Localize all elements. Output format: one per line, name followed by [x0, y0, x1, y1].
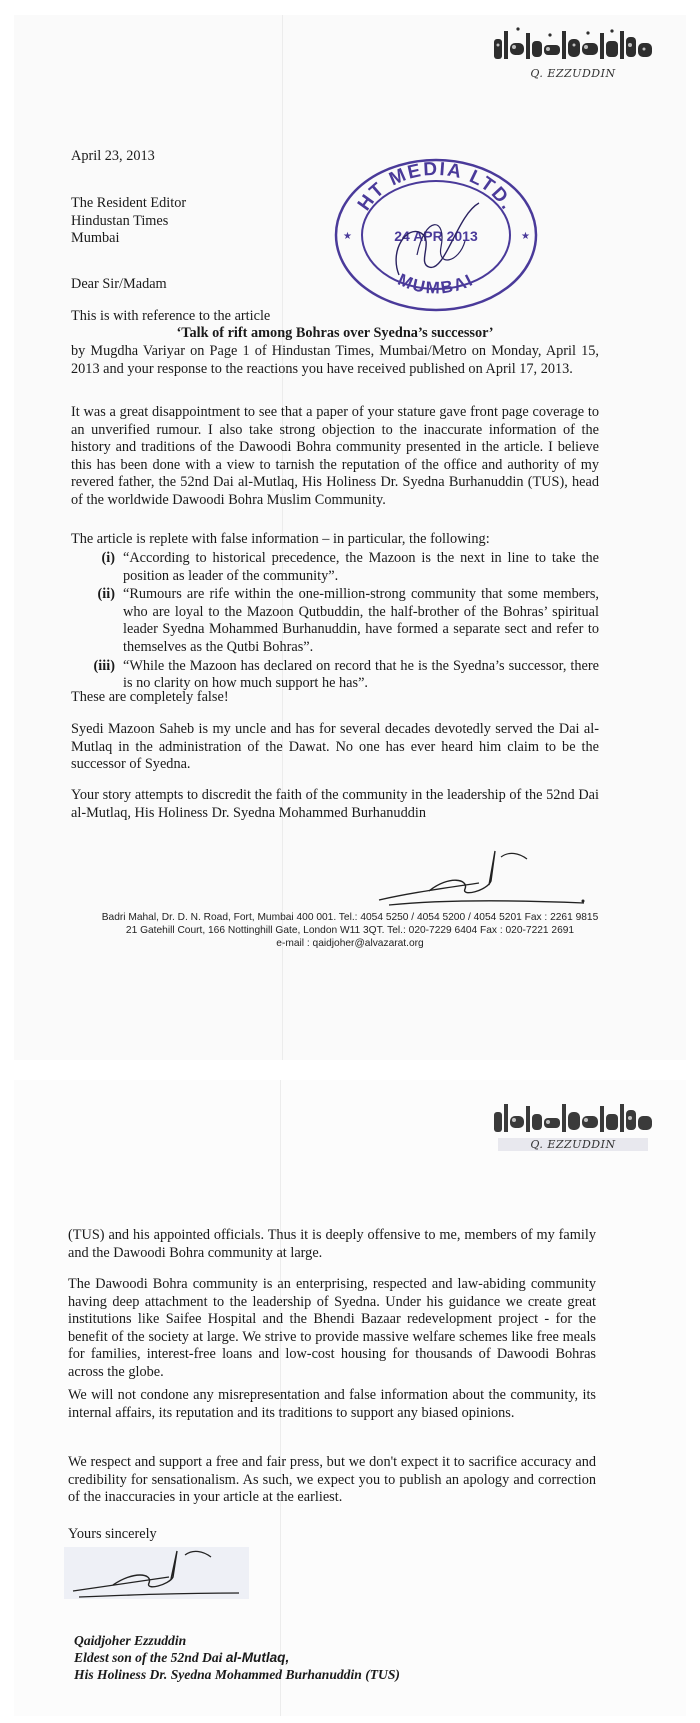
signatory-title-suffix: al-Mutlaq,: [225, 1650, 290, 1665]
paragraph-mazoon: Syedi Mazoon Saheb is my uncle and has for several decades devotedly served the Dai al-Mutlaq in the administration of the Dawat. No one has ever heard him claim to be the successor of Syedna.: [71, 721, 599, 773]
salutation: Dear Sir/Madam: [71, 276, 167, 292]
list-item-number: (ii): [97, 586, 115, 603]
footer-london-address: 21 Gatehill Court, 166 Nottinghill Gate, London W11 3QT. Tel.: 020-7229 6404 Fax : 020-7221 2691: [125, 925, 575, 936]
stamp-bottom-text: MUMBAI: [394, 269, 478, 298]
list-item: [71, 658, 599, 693]
list-item-text: “According to historical precedence, the Mazoon is the next in line to take the position as leader of the community”.: [123, 550, 599, 584]
letterhead-footer: [14, 911, 686, 950]
recipient-address: [71, 195, 599, 248]
paragraph-tus-officials: (TUS) and his appointed officials. Thus it is deeply offensive to me, members of my family and the Dawoodi Bohra community at large.: [68, 1227, 596, 1261]
paragraph-free-press: We respect and support a free and fair press, but we don't expect it to sacrifice accuracy and credibility for sensationalism. As such, we expect you to publish an apology and correction of the inaccuracies in your article at the earliest.: [68, 1454, 596, 1506]
paragraph-disappointment: It was a great disappointment to see that a paper of your stature gave front page coverage to an unverified rumour. I also take strong objection to the inaccurate information of the history and traditions of the Dawoodi Bohra community presented in the article. I believe this has been done with a view to tarnish the reputation of the office and authority of my revered father, the 52nd Dai al-Mutlaq, His Holiness Dr. Syedna Burhanuddin (TUS), head of the worldwide Dawoodi Bohra Muslim Community.: [71, 404, 599, 508]
letter-date: April 23, 2013: [71, 148, 155, 164]
signature-page-1: [369, 845, 599, 917]
letter-page-1: [14, 15, 686, 1060]
letterhead: [488, 1098, 658, 1151]
paragraph-community: The Dawoodi Bohra community is an enterprising, respected and law-abiding community having deep attachment to the leadership of Syedna. Under his guidance we create great institutions like Saifee Hospital and the Bhendi Bazaar redevelopment project - for the benefit of the society at large. We strive to provide massive welfare schemes like free meals for families, interest-free loans and low-cost housing for thousands of Dawoodi Bohras across the globe.: [68, 1276, 596, 1380]
closing: Yours sincerely: [68, 1526, 157, 1542]
stamp-date: 24 APR 2013: [394, 228, 478, 244]
reference-details: by Mugdha Variyar on Page 1 of Hindustan Times, Mumbai/Metro on Monday, April 15, 2013 and your response to the reactions you have received published on April 17, 2013.: [71, 343, 599, 377]
reference-intro: This is with reference to the article: [71, 308, 271, 324]
recipient-line: The Resident Editor: [71, 195, 187, 211]
paragraph-story-attempts: Your story attempts to discredit the faith of the community in the leadership of the 52nd Dai al-Mutlaq, His Holiness Dr. Syedna Mohammed Burhanuddin: [71, 787, 599, 821]
paragraph-condone: We will not condone any misrepresentation and false information about the community, its internal affairs, its reputation and its traditions to support any biased opinions.: [68, 1387, 596, 1421]
signatory-title-line1: [74, 1649, 400, 1666]
letterhead: [488, 25, 658, 80]
list-item-text: “While the Mazoon has declared on record that he is the Syedna’s successor, there is no clarity on how much support he has”.: [123, 657, 599, 692]
footer-mumbai-address: Badri Mahal, Dr. D. N. Road, Fort, Mumbai 400 001. Tel.: 4054 5250 / 4054 5200 / 4054 5201 Fax : 2261 9815: [101, 912, 599, 923]
arabic-calligraphy-logo: [488, 25, 658, 63]
signatory-name: Qaidjoher Ezzuddin: [74, 1633, 187, 1648]
stamp-star-right: ★: [521, 231, 530, 242]
stamp-star-left: ★: [343, 231, 352, 242]
signatory-block: [74, 1632, 400, 1683]
list-item: [71, 586, 599, 656]
list-item-number: (i): [101, 550, 115, 566]
signatory-title-prefix: Eldest son of the 52nd Dai: [74, 1650, 226, 1665]
false-claims-list: [71, 550, 599, 694]
recipient-line: Mumbai: [71, 230, 120, 247]
stamp-top-text: HT MEDIA LTD.: [353, 158, 519, 215]
footer-email: e-mail : qaidjoher@alvazarat.org: [276, 938, 424, 949]
list-item: [71, 550, 599, 585]
arabic-calligraphy-logo: [488, 1098, 658, 1136]
list-intro: The article is replete with false information – in particular, the following:: [71, 531, 490, 547]
letterhead-name: Q. EZZUDDIN: [530, 67, 616, 80]
letterhead-name: Q. EZZUDDIN: [498, 1138, 648, 1151]
letter-page-2: [14, 1080, 686, 1716]
completely-false-line: These are completely false!: [71, 689, 229, 705]
list-item-number: (iii): [93, 657, 115, 674]
article-title: ‘Talk of rift among Bohras over Syedna’s successor’: [176, 325, 494, 341]
signature-page-2: [69, 1547, 269, 1611]
recipient-line: Hindustan Times: [71, 212, 169, 229]
list-item-text: “Rumours are rife within the one-million-strong community that some members, who are loyal to the Mazoon Qutbuddin, the half-brother of the Bohras’ spiritual leader Syedna Mohammed Burhanuddin, have formed a separate sect and refer to themselves as the Qutbi Bohras”.: [123, 586, 599, 655]
signatory-title-line2: His Holiness Dr. Syedna Mohammed Burhanuddin (TUS): [74, 1667, 400, 1682]
